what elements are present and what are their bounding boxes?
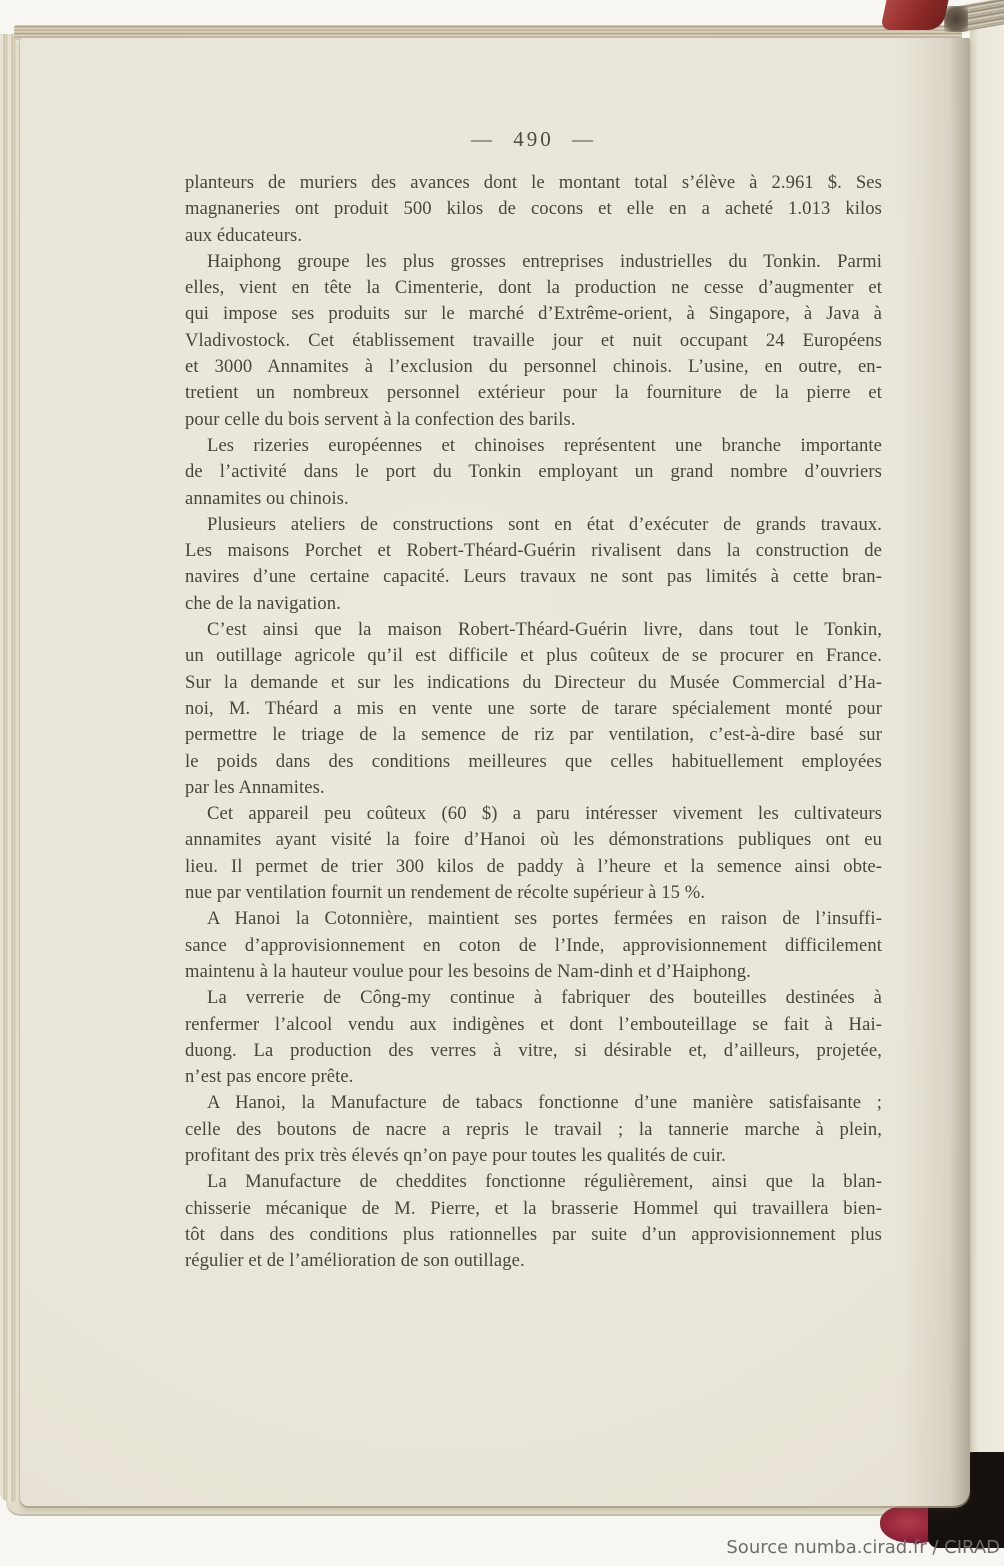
text-line: le poids dans des conditions meilleures que celles habituellement employées	[185, 750, 882, 772]
text-line: lieu. Il permet de trier 300 kilos de paddy à l’heure et la semence ainsi obte-	[185, 855, 882, 877]
text-line: renfermer l’alcool vendu aux indigènes et dont l’embouteillage se fait à Hai-	[185, 1013, 882, 1035]
text-line: navires d’une certaine capacité. Leurs travaux ne sont pas limités à cette bran-	[185, 566, 882, 588]
binding-shadow	[944, 6, 968, 32]
text-line: tretient un nombreux personnel extérieur pour la fourniture de la pierre et	[185, 382, 882, 404]
text-line: Sur la demande et sur les indications du Directeur du Musée Commercial d’Ha-	[185, 671, 882, 693]
text-line: un outillage agricole qu’il est difficile et plus coûteux de se procurer en France.	[185, 645, 882, 667]
paragraph	[185, 512, 882, 617]
text-line: par les Annamites.	[185, 776, 325, 798]
text-line: A Hanoi, la Manufacture de tabacs fonctionne d’une manière satisfaisante ;	[207, 1092, 882, 1114]
text-line: Les maisons Porchet et Robert-Théard-Guérin rivalisent dans la construction de	[185, 540, 882, 562]
text-line: annamites ou chinois.	[185, 487, 349, 509]
text-line: annamites ayant visité la foire d’Hanoi où les démonstrations publiques ont eu	[185, 829, 882, 851]
text-line: maintenu à la hauteur voulue pour les besoins de Nam-dinh et d’Haiphong.	[185, 960, 751, 982]
text-line: A Hanoi la Cotonnière, maintient ses portes fermées en raison de l’insuffi-	[207, 908, 882, 930]
paragraph	[185, 906, 882, 985]
adjacent-page-fold	[970, 6, 1004, 1480]
paragraph	[185, 1090, 882, 1169]
text-line: elles, vient en tête la Cimenterie, dont la production ne cesse d’augmenter et	[185, 277, 882, 299]
text-line: régulier et de l’amélioration de son outillage.	[185, 1250, 525, 1272]
text-line: chisserie mécanique de M. Pierre, et la brasserie Hommel qui travaillera bien-	[185, 1197, 882, 1219]
text-line: Vladivostock. Cet établissement travaille jour et nuit occupant 24 Européens	[185, 329, 882, 351]
text-line: pour celle du bois servent à la confection des barils.	[185, 408, 576, 430]
paragraph	[185, 801, 882, 906]
paragraph	[185, 170, 882, 249]
paragraph	[185, 1169, 882, 1274]
text-block	[185, 170, 882, 1274]
red-binding-headband	[880, 0, 950, 30]
text-line: La verrerie de Công-my continue à fabriquer des bouteilles destinées à	[207, 987, 882, 1009]
text-line: celle des boutons de nacre a repris le travail ; la tannerie marche à plein,	[185, 1118, 882, 1140]
text-line: de l’activité dans le port du Tonkin employant un grand nombre d’ouvriers	[185, 461, 882, 483]
text-line: Cet appareil peu coûteux (60 $) a paru intéresser vivement les cultivateurs	[207, 803, 882, 825]
text-line: planteurs de muriers des avances dont le montant total s’élève à 2.961 $. Ses	[185, 172, 882, 193]
text-line: magnaneries ont produit 500 kilos de cocons et elle en a acheté 1.013 kilos	[185, 198, 882, 220]
source-watermark: Source numba.cirad.fr / CIRAD	[726, 1537, 1000, 1558]
text-line: tôt dans des conditions plus rationnelles par suite d’un approvisionnement plus	[185, 1223, 882, 1245]
text-line: nue par ventilation fournit un rendement de récolte supérieur à 15 %.	[185, 882, 706, 904]
page-number: — 490 —	[471, 127, 596, 151]
text-line: profitant des prix très élevés qn’on paye pour toutes les qualités de cuir.	[185, 1144, 726, 1166]
text-line: C’est ainsi que la maison Robert-Théard-Guérin livre, dans tout le Tonkin,	[207, 619, 882, 641]
text-line: La Manufacture de cheddites fonctionne régulièrement, ainsi que la blan-	[207, 1171, 882, 1193]
text-line: duong. La production des verres à vitre, si désirable et, d’ailleurs, projetée,	[185, 1039, 882, 1061]
text-line: aux éducateurs.	[185, 224, 303, 246]
text-line: qui impose ses produits sur le marché d’Extrême-orient, à Singapore, à Java à	[185, 303, 882, 325]
text-line: Plusieurs ateliers de constructions sont en état d’exécuter de grands travaux.	[207, 513, 882, 535]
text-line: che de la navigation.	[185, 592, 341, 614]
text-line: n’est pas encore prête.	[185, 1066, 354, 1088]
text-line: sance d’approvisionnement en coton de l’Inde, approvisionnement difficilement	[185, 934, 882, 956]
paragraph	[185, 433, 882, 512]
paragraph	[185, 617, 882, 801]
text-line: Haiphong groupe les plus grosses entreprises industrielles du Tonkin. Parmi	[207, 250, 882, 272]
text-line: et 3000 Annamites à l’exclusion du personnel chinois. L’usine, en outre, en-	[185, 356, 882, 378]
paragraph	[185, 249, 882, 433]
text-line: noi, M. Théard a mis en vente une sorte de tarare spécialement monté pour	[185, 697, 882, 719]
paragraph	[185, 985, 882, 1090]
text-line: Les rizeries européennes et chinoises représentent une branche importante	[207, 434, 882, 456]
text-line: permettre le triage de la semence de riz par ventilation, c’est-à-dire basé sur	[185, 724, 882, 746]
